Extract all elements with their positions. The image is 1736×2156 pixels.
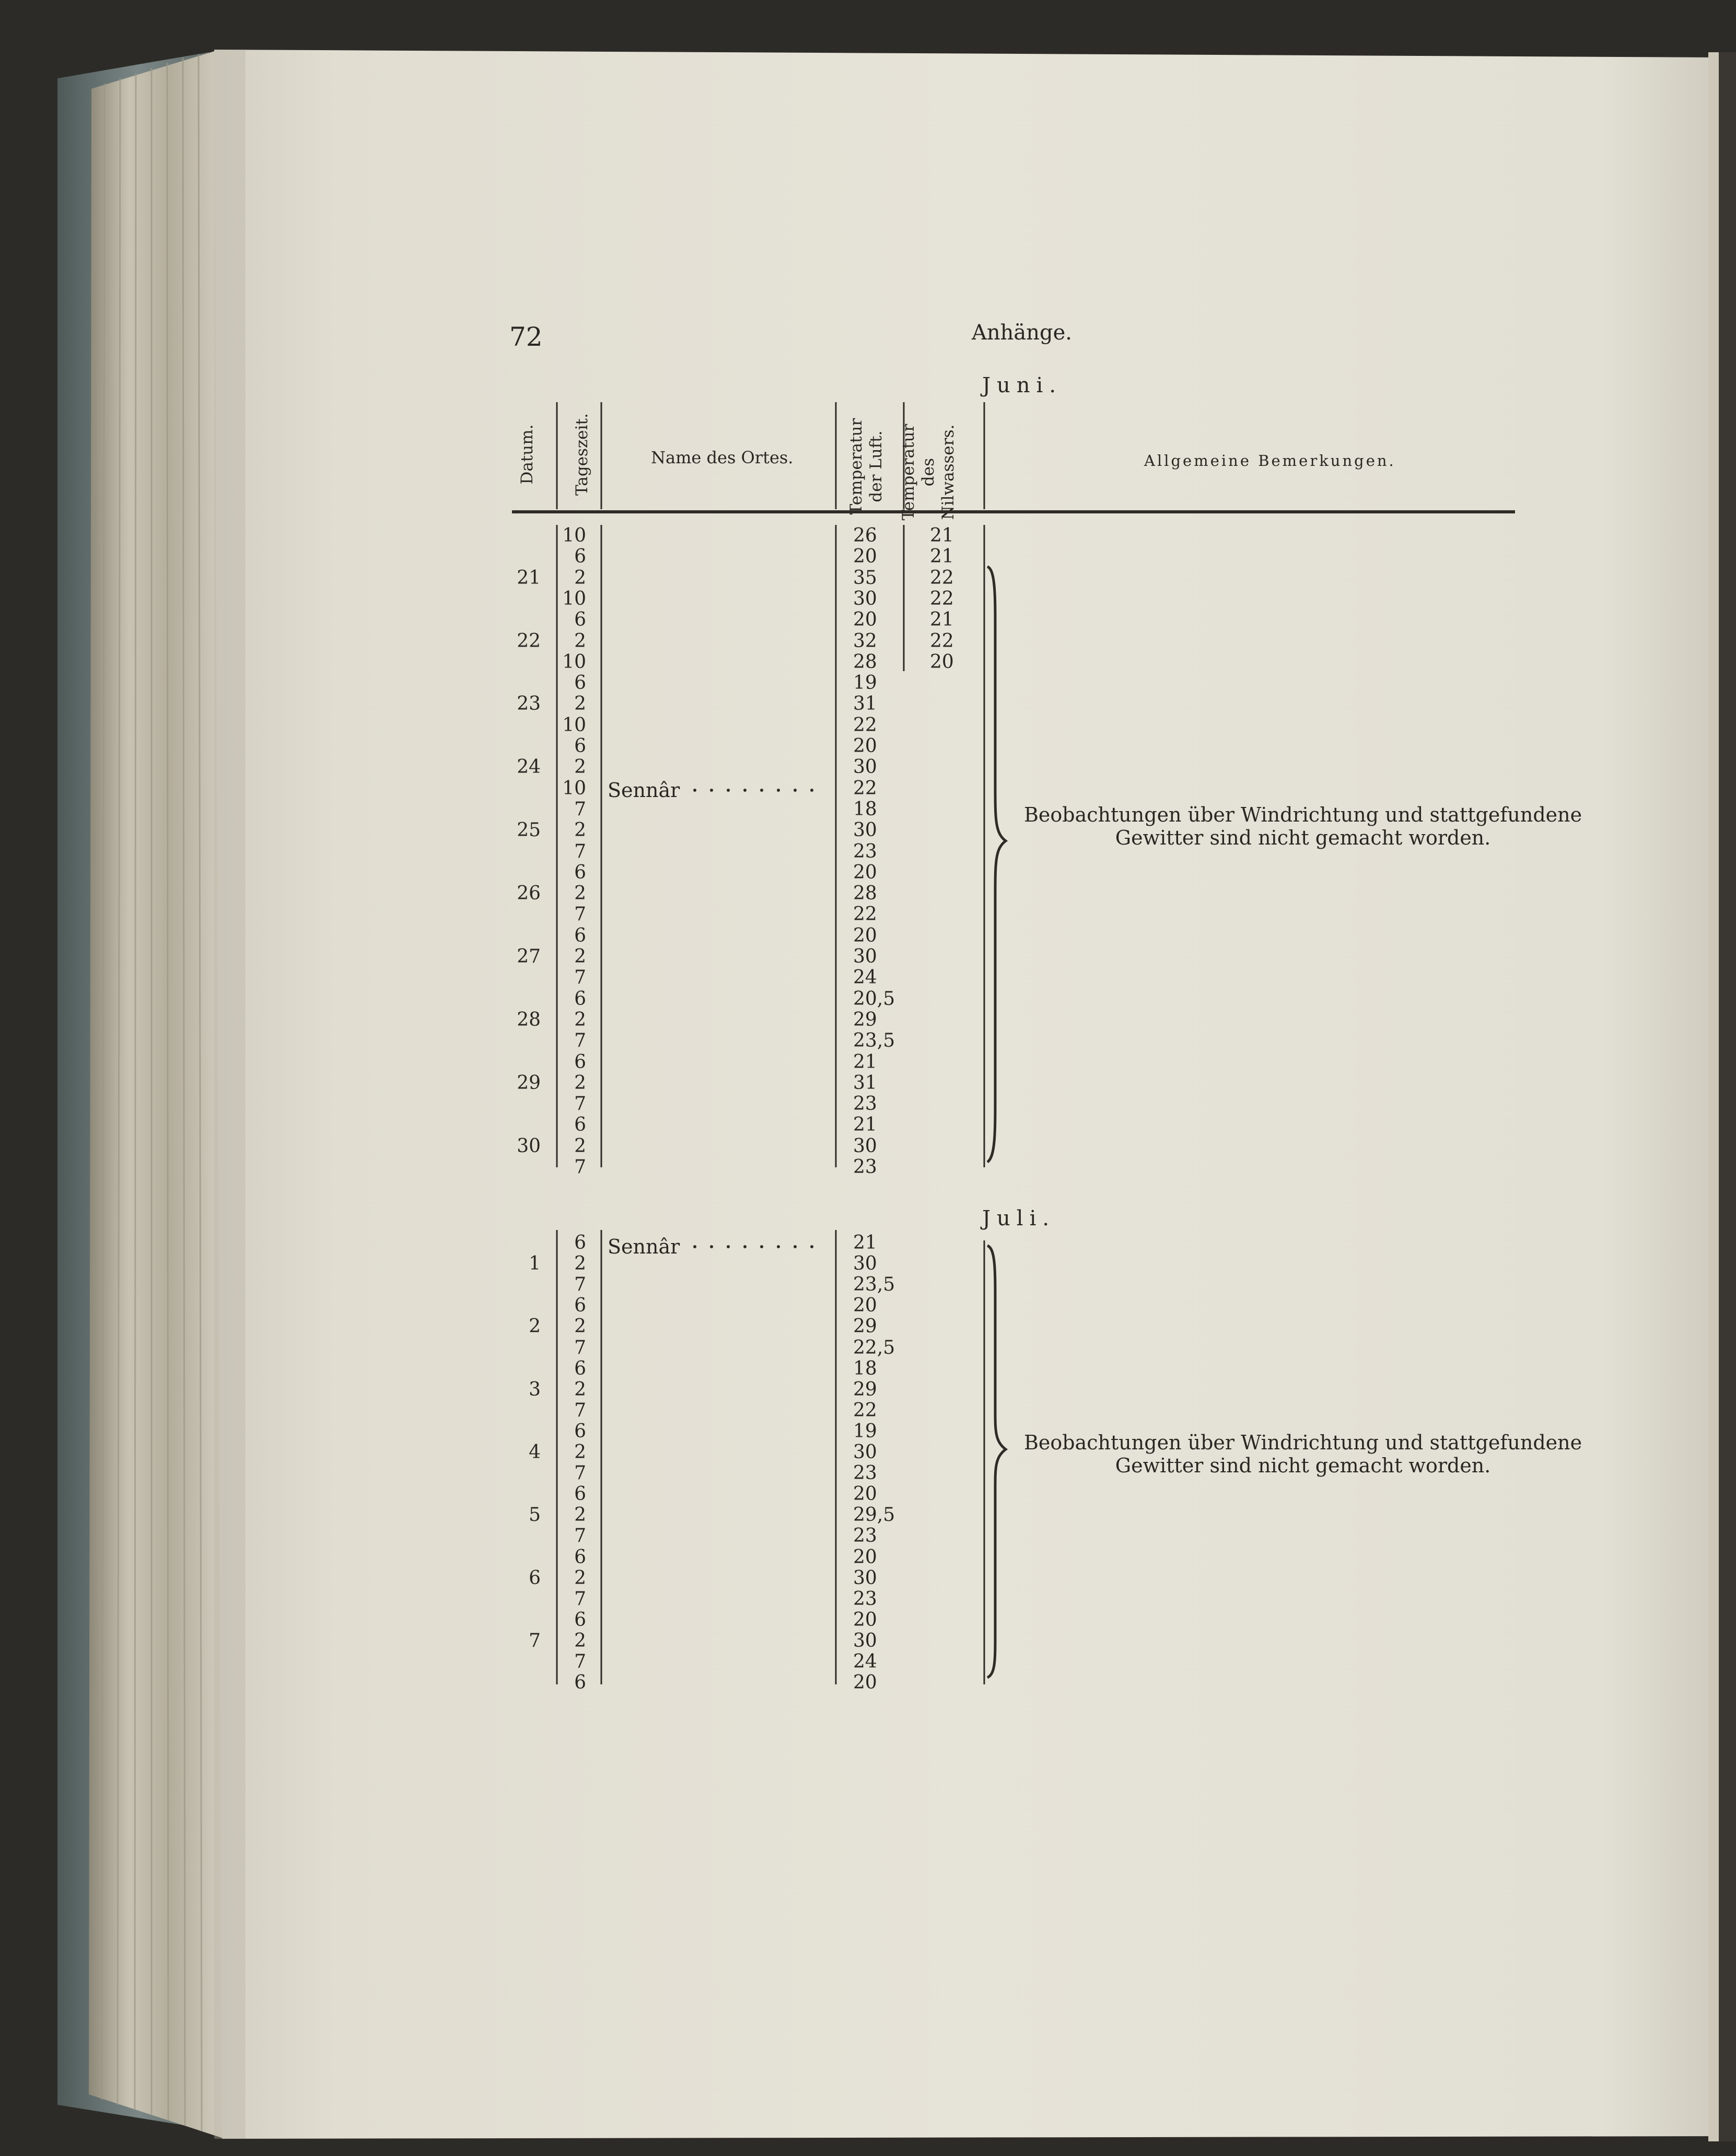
air-temp-cell: 29 [853, 1009, 877, 1030]
time-cell: 2 [574, 883, 586, 905]
time-cell: 2 [574, 1009, 586, 1030]
date-cell: 28 [517, 1009, 541, 1030]
time-cell: 2 [574, 567, 586, 589]
time-cell: 2 [574, 1316, 586, 1338]
air-temp-cell: 20 [853, 1609, 877, 1631]
time-cell: 7 [574, 1030, 586, 1052]
header-air-temp: Temperatur der Luft. [847, 418, 886, 515]
air-temp-cell: 20 [853, 1483, 877, 1505]
date-cell: 21 [517, 567, 541, 589]
time-cell: 2 [574, 1253, 586, 1275]
air-temp-cell: 30 [853, 1135, 877, 1157]
air-temp-cell: 30 [853, 946, 877, 967]
time-cell: 2 [574, 630, 586, 652]
juni-remark-line1: Beobachtungen über Windrichtung und stattgefundene [1024, 803, 1582, 826]
air-temp-cell: 26 [853, 525, 877, 546]
time-cell: 7 [574, 1651, 586, 1672]
air-temp-cell: 18 [853, 798, 877, 820]
time-cell: 6 [574, 1295, 586, 1317]
time-cell: 2 [574, 1630, 586, 1651]
time-cell: 2 [574, 819, 586, 841]
time-cell: 2 [574, 756, 586, 778]
header-time-of-day: Tageszeit. [573, 413, 591, 496]
air-temp-cell: 19 [853, 672, 877, 694]
header-date: Datum. [518, 424, 537, 485]
nile-temp-cell: 22 [930, 630, 954, 652]
air-temp-cell: 22 [853, 777, 877, 799]
time-cell: 6 [574, 1051, 586, 1073]
air-temp-cell: 24 [853, 1651, 877, 1672]
time-cell: 6 [574, 861, 586, 883]
air-temp-cell: 23 [853, 1588, 877, 1610]
juli-place-name: Sennâr [608, 1235, 680, 1258]
air-temp-cell: 23 [853, 1093, 877, 1115]
date-cell: 26 [517, 883, 541, 905]
time-cell: 7 [574, 1588, 586, 1610]
air-temp-cell: 22 [853, 1399, 877, 1421]
date-cell: 22 [517, 630, 541, 652]
time-cell: 6 [574, 1483, 586, 1505]
time-cell: 2 [574, 1378, 586, 1400]
date-cell: 5 [529, 1504, 541, 1526]
time-cell: 2 [574, 1072, 586, 1094]
juli-remark-line2: Gewitter sind nicht gemacht worden. [1115, 1454, 1491, 1477]
air-temp-cell: 23 [853, 1525, 877, 1547]
air-temp-cell: 30 [853, 1567, 877, 1589]
time-cell: 2 [574, 1504, 586, 1526]
air-temp-cell: 21 [853, 1114, 877, 1136]
juni-remark-line2: Gewitter sind nicht gemacht worden. [1115, 826, 1491, 849]
time-cell: 7 [574, 967, 586, 989]
air-temp-cell: 30 [853, 588, 877, 610]
header-nile-temp: Temperatur des Nilwassers. [899, 424, 958, 521]
air-temp-cell: 22 [853, 904, 877, 925]
time-cell: 10 [562, 714, 586, 736]
time-cell: 7 [574, 1525, 586, 1547]
month-title-juli: Juli. [982, 1206, 1056, 1231]
date-cell: 25 [517, 819, 541, 841]
time-cell: 6 [574, 1114, 586, 1136]
time-cell: 7 [574, 1337, 586, 1358]
juni-place-name: Sennâr [608, 779, 680, 802]
air-temp-cell: 19 [853, 1420, 877, 1442]
air-temp-cell: 31 [853, 1072, 877, 1094]
time-cell: 6 [574, 1546, 586, 1568]
date-cell: 30 [517, 1135, 541, 1157]
air-temp-cell: 30 [853, 1253, 877, 1275]
air-temp-cell: 23 [853, 1156, 877, 1178]
time-cell: 2 [574, 1567, 586, 1589]
time-cell: 7 [574, 1156, 586, 1178]
date-cell: 6 [529, 1567, 541, 1589]
time-cell: 2 [574, 1442, 586, 1463]
date-cell: 2 [529, 1316, 541, 1338]
air-temp-cell: 28 [853, 651, 877, 673]
juli-remark-line1: Beobachtungen über Windrichtung und stattgefundene [1024, 1431, 1582, 1454]
header-place: Name des Ortes. [651, 448, 794, 467]
air-temp-cell: 20 [853, 735, 877, 757]
air-temp-cell: 20,5 [853, 988, 895, 1010]
air-temp-cell: 30 [853, 1442, 877, 1463]
time-cell: 2 [574, 693, 586, 715]
time-cell: 10 [562, 525, 586, 546]
header-remarks: Allgemeine Bemerkungen. [1144, 452, 1396, 470]
time-cell: 10 [562, 777, 586, 799]
air-temp-cell: 20 [853, 924, 877, 946]
air-temp-cell: 22,5 [853, 1337, 895, 1358]
air-temp-cell: 28 [853, 883, 877, 905]
time-cell: 7 [574, 798, 586, 820]
time-cell: 6 [574, 546, 586, 568]
nile-temp-cell: 22 [930, 588, 954, 610]
air-temp-cell: 35 [853, 567, 877, 589]
juli-remark [1024, 1431, 1582, 1477]
air-temp-cell: 29,5 [853, 1504, 895, 1526]
air-temp-cell: 31 [853, 693, 877, 715]
page-number: 72 [509, 322, 543, 352]
date-cell: 24 [517, 756, 541, 778]
air-temp-cell: 30 [853, 819, 877, 841]
air-temp-cell: 24 [853, 967, 877, 989]
air-temp-cell: 20 [853, 1546, 877, 1568]
time-cell: 7 [574, 1399, 586, 1421]
time-cell: 6 [574, 988, 586, 1010]
time-cell: 6 [574, 1672, 586, 1694]
air-temp-cell: 23,5 [853, 1274, 895, 1296]
time-cell: 10 [562, 588, 586, 610]
air-temp-cell: 32 [853, 630, 877, 652]
time-cell: 7 [574, 904, 586, 925]
nile-temp-cell: 21 [930, 525, 954, 546]
time-cell: 6 [574, 609, 586, 631]
nile-temp-cell: 21 [930, 546, 954, 568]
air-temp-cell: 29 [853, 1316, 877, 1338]
time-cell: 6 [574, 1420, 586, 1442]
air-temp-cell: 20 [853, 1295, 877, 1317]
air-temp-cell: 20 [853, 609, 877, 631]
date-cell: 4 [529, 1442, 541, 1463]
air-temp-cell: 20 [853, 1672, 877, 1694]
time-cell: 6 [574, 1357, 586, 1379]
date-cell: 3 [529, 1378, 541, 1400]
air-temp-cell: 20 [853, 861, 877, 883]
air-temp-cell: 22 [853, 714, 877, 736]
air-temp-cell: 30 [853, 756, 877, 778]
time-cell: 2 [574, 946, 586, 967]
air-temp-cell: 21 [853, 1051, 877, 1073]
air-temp-cell: 23,5 [853, 1030, 895, 1052]
time-cell: 6 [574, 1609, 586, 1631]
time-cell: 7 [574, 840, 586, 862]
air-temp-cell: 30 [853, 1630, 877, 1651]
time-cell: 6 [574, 735, 586, 757]
time-cell: 7 [574, 1093, 586, 1115]
nile-temp-cell: 22 [930, 567, 954, 589]
air-temp-cell: 20 [853, 546, 877, 568]
date-cell: 1 [529, 1253, 541, 1275]
time-cell: 2 [574, 1135, 586, 1157]
time-cell: 6 [574, 924, 586, 946]
date-cell: 7 [529, 1630, 541, 1651]
juni-remark [1024, 803, 1582, 849]
running-head: Anhänge. [972, 321, 1073, 345]
nile-temp-cell: 20 [930, 651, 954, 673]
air-temp-cell: 23 [853, 1462, 877, 1484]
time-cell: 7 [574, 1274, 586, 1296]
air-temp-cell: 18 [853, 1357, 877, 1379]
time-cell: 6 [574, 672, 586, 694]
nile-temp-cell: 21 [930, 609, 954, 631]
date-cell: 23 [517, 693, 541, 715]
time-cell: 10 [562, 651, 586, 673]
date-cell: 29 [517, 1072, 541, 1094]
time-cell: 6 [574, 1232, 586, 1253]
month-title-juni: Juni. [982, 373, 1063, 397]
air-temp-cell: 21 [853, 1232, 877, 1253]
air-temp-cell: 29 [853, 1378, 877, 1400]
date-cell: 27 [517, 946, 541, 967]
air-temp-cell: 23 [853, 840, 877, 862]
time-cell: 7 [574, 1462, 586, 1484]
